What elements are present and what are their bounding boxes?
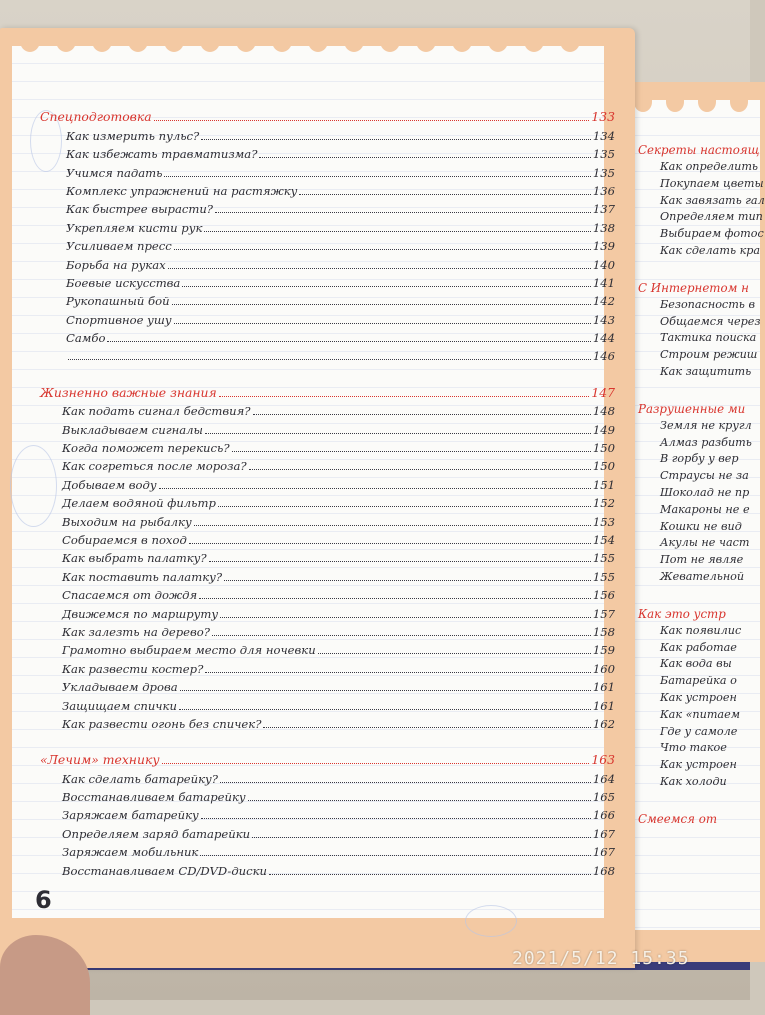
dot-leader (253, 414, 591, 415)
toc-entry[interactable] (40, 529, 615, 547)
entry-page: 140 (592, 257, 615, 272)
section-heading[interactable] (40, 106, 615, 124)
toc-entry[interactable] (40, 180, 615, 198)
torn-notch (164, 30, 184, 52)
dot-leader (189, 543, 591, 544)
toc-entry[interactable] (40, 767, 615, 785)
right-toc-entry[interactable]: Что такое (660, 741, 727, 755)
dot-leader (209, 561, 591, 562)
section-page: 133 (591, 109, 615, 125)
entry-page: 161 (592, 698, 615, 713)
torn-notch (730, 92, 748, 112)
dot-leader (199, 598, 591, 599)
dot-leader (252, 837, 591, 838)
torn-notch (380, 30, 400, 52)
entry-page: 139 (592, 239, 615, 254)
entry-page: 141 (592, 275, 615, 290)
toc-entry[interactable] (40, 272, 615, 290)
dot-leader (299, 194, 590, 195)
torn-notch (698, 92, 716, 112)
right-section-heading[interactable]: Секреты настоящ (638, 143, 760, 157)
dot-leader (201, 818, 591, 819)
entry-title: Как сделать батарейку? (62, 771, 218, 786)
dot-leader (269, 874, 591, 875)
toc-section (40, 106, 615, 363)
page-number: 6 (35, 886, 52, 914)
right-toc-entry[interactable]: Где у самоле (660, 724, 738, 738)
right-section-heading[interactable]: Как это устр (638, 606, 726, 621)
dot-leader (172, 304, 591, 305)
toc-entry[interactable] (40, 859, 615, 877)
section-heading[interactable] (40, 381, 615, 399)
toc-entry[interactable] (40, 473, 615, 491)
entry-page: 160 (592, 661, 615, 676)
right-toc-entry[interactable]: Батарейка о (660, 674, 737, 688)
entry-title: Определяем заряд батарейки (62, 826, 251, 841)
toc-entry[interactable] (40, 786, 615, 804)
entry-title: Заряжаем батарейку (62, 808, 199, 823)
toc-entry[interactable] (40, 345, 615, 363)
entry-page: 167 (592, 845, 615, 860)
entry-title: Укладываем дрова (62, 680, 178, 695)
toc-entry[interactable] (40, 841, 615, 859)
right-toc-entry[interactable]: Общаемся через (660, 314, 761, 328)
entry-title: Как быстрее вырасти? (66, 202, 214, 217)
right-toc-entry[interactable]: Безопасность в (660, 297, 755, 311)
entry-page: 153 (592, 514, 615, 529)
entry-page: 157 (592, 606, 615, 621)
right-torn-edge (630, 92, 760, 110)
entry-page: 138 (592, 220, 615, 235)
torn-notch (560, 30, 580, 52)
dot-leader (219, 396, 590, 397)
right-toc-entry[interactable]: Определяем тип (660, 210, 763, 224)
right-toc-entry[interactable]: Как появилис (660, 623, 742, 637)
right-toc-entry[interactable]: Тактика поиска (660, 331, 757, 345)
right-toc-entry[interactable]: Акулы не част (660, 536, 750, 550)
toc-entry[interactable] (40, 198, 615, 216)
toc-entry[interactable] (40, 804, 615, 822)
entry-page: 155 (592, 569, 615, 584)
entry-title: Как развести огонь без спичек? (62, 716, 262, 731)
torn-notch (634, 92, 652, 112)
right-page-contents (638, 143, 765, 829)
entry-title: Усиливаем пресс (66, 239, 172, 254)
entry-title: Спасаемся от дождя (62, 588, 198, 603)
right-toc-entry[interactable]: Пот не являе (660, 553, 744, 567)
entry-page: 144 (592, 331, 615, 346)
right-toc-entry[interactable]: Как работае (660, 640, 737, 654)
dot-leader (232, 451, 591, 452)
entry-title: Выкладываем сигналы (62, 422, 203, 437)
toc-entry[interactable] (40, 547, 615, 565)
toc-entry[interactable] (40, 822, 615, 840)
right-toc-entry[interactable]: Покупаем цветы (660, 176, 764, 190)
entry-title: Рукопашный бой (66, 294, 170, 309)
right-toc-entry[interactable]: Как холоди (660, 774, 727, 788)
dot-leader (194, 525, 591, 526)
section-page: 163 (591, 752, 615, 768)
entry-page: 161 (592, 680, 615, 695)
toc-entry[interactable] (40, 235, 615, 253)
entry-title: Выходим на рыбалку (62, 514, 192, 529)
entry-page: 156 (592, 588, 615, 603)
entry-title: Боевые искусства (66, 275, 181, 290)
dot-leader (212, 635, 591, 636)
dot-leader (248, 800, 591, 801)
right-section-heading[interactable]: С Интернетом н (638, 280, 749, 295)
toc-entry[interactable] (40, 124, 615, 142)
dot-leader (68, 359, 591, 360)
torn-notch (308, 30, 328, 52)
entry-title: Делаем водяной фильтр (62, 496, 216, 511)
entry-page: 142 (592, 294, 615, 309)
entry-title: Учимся падать (66, 165, 163, 180)
dot-leader (180, 690, 591, 691)
torn-notch (666, 92, 684, 112)
dot-leader (168, 268, 591, 269)
entry-title: Как избежать травматизма? (66, 147, 258, 162)
dot-leader (162, 763, 590, 764)
entry-title: Самбо (66, 331, 106, 346)
toc-entry[interactable] (40, 584, 615, 602)
dot-leader (263, 727, 590, 728)
torn-notch (344, 30, 364, 52)
right-toc-entry[interactable]: В горбу у вер (660, 452, 739, 466)
pizza-doodle (465, 905, 517, 937)
torn-notch (92, 30, 112, 52)
entry-title: Грамотно выбираем место для ночевки (62, 643, 316, 658)
right-toc-entry[interactable]: Кошки не вид (660, 519, 742, 533)
dot-leader (201, 139, 591, 140)
toc-entry[interactable] (40, 400, 615, 418)
dot-leader (204, 231, 590, 232)
entry-title: Как измерить пульс? (66, 128, 200, 143)
entry-page: 143 (592, 312, 615, 327)
entry-page: 168 (592, 863, 615, 878)
torn-notch (488, 30, 508, 52)
toc-entry[interactable] (40, 657, 615, 675)
entry-page: 167 (592, 826, 615, 841)
entry-page: 146 (592, 349, 615, 364)
left-torn-edge (12, 30, 604, 50)
torn-notch (200, 30, 220, 52)
right-toc-entry[interactable]: Выбираем фотос (660, 227, 764, 241)
toc-entry[interactable] (40, 602, 615, 620)
entry-page: 155 (592, 551, 615, 566)
toc-entry[interactable] (40, 143, 615, 161)
dot-leader (215, 212, 591, 213)
toc-entry[interactable] (40, 565, 615, 583)
toc-entry[interactable] (40, 290, 615, 308)
dot-leader (174, 323, 591, 324)
dot-leader (318, 653, 591, 654)
torn-notch (236, 30, 256, 52)
entry-page: 166 (592, 808, 615, 823)
right-toc-entry[interactable]: Как «питаем (660, 707, 740, 721)
section-gap (638, 261, 758, 281)
right-toc-entry[interactable]: Как сделать кра (660, 243, 761, 257)
entry-title: Как залезть на дерево? (62, 624, 210, 639)
torn-notch (128, 30, 148, 52)
toc-entry[interactable] (40, 510, 615, 528)
entry-page: 148 (592, 404, 615, 419)
entry-page: 135 (592, 147, 615, 162)
section-gap (638, 587, 758, 607)
right-toc-entry[interactable]: Алмаз разбить (660, 435, 752, 449)
entry-page: 134 (592, 128, 615, 143)
dot-leader (159, 488, 591, 489)
dot-leader (220, 782, 591, 783)
section-heading[interactable] (40, 749, 615, 767)
dot-leader (182, 286, 591, 287)
dot-leader (107, 341, 590, 342)
section-title: Спецподготовка (40, 109, 152, 125)
dot-leader (220, 617, 591, 618)
entry-title: Комплекс упражнений на растяжку (66, 183, 298, 198)
toc-entry[interactable] (40, 492, 615, 510)
entry-title: Заряжаем мобильник (62, 845, 199, 860)
toc-entry[interactable] (40, 308, 615, 326)
entry-title: Укрепляем кисти рук (66, 220, 203, 235)
torn-notch (452, 30, 472, 52)
section-title: «Лечим» технику (40, 752, 160, 768)
dot-leader (259, 157, 590, 158)
entry-title: Как выбрать палатку? (62, 551, 207, 566)
toc-entry[interactable] (40, 216, 615, 234)
right-section-heading[interactable]: Разрушенные ми (638, 401, 746, 416)
dot-leader (174, 249, 591, 250)
toc-entry[interactable] (40, 694, 615, 712)
entry-page: 135 (592, 165, 615, 180)
dot-leader (200, 855, 591, 856)
right-toc-entry[interactable]: Шоколад не пр (660, 485, 750, 499)
toc-entry[interactable] (40, 621, 615, 639)
entry-title: Спортивное ушу (66, 312, 172, 327)
entry-page: 152 (592, 496, 615, 511)
entry-title: Защищаем спички (62, 698, 177, 713)
dot-leader (179, 709, 591, 710)
right-toc-entry[interactable]: Как устроен (660, 758, 737, 772)
entry-page: 162 (592, 716, 615, 731)
right-toc-entry[interactable]: Земля не кругл (660, 418, 752, 432)
torn-notch (272, 30, 292, 52)
section-gap (638, 382, 758, 402)
dot-leader (205, 672, 591, 673)
entry-page: 151 (592, 477, 615, 492)
right-toc-entry[interactable]: Как устроен (660, 690, 737, 704)
right-toc-entry[interactable]: Жевательной (660, 569, 745, 583)
table-of-contents (40, 106, 615, 878)
entry-page: 150 (592, 459, 615, 474)
right-toc-entry[interactable]: Строим режиш (660, 348, 758, 362)
torn-notch (524, 30, 544, 52)
right-toc-entry[interactable]: Как вода вы (660, 657, 732, 671)
toc-section (40, 381, 615, 730)
entry-title: Когда поможет перекись? (62, 441, 230, 456)
photo-timestamp: 2021/5/12 15:35 (512, 948, 690, 969)
toc-entry[interactable] (40, 713, 615, 731)
entry-title: Как развести костер? (62, 661, 204, 676)
entry-title: Собираемся в поход (62, 532, 187, 547)
dot-leader (164, 176, 590, 177)
entry-title: Добываем воду (62, 477, 157, 492)
toc-entry[interactable] (40, 327, 615, 345)
right-toc-entry[interactable]: Макароны не е (660, 502, 750, 516)
dot-leader (154, 120, 590, 121)
torn-notch (416, 30, 436, 52)
entry-page: 159 (592, 643, 615, 658)
torn-notch (56, 30, 76, 52)
toc-entry[interactable] (40, 253, 615, 271)
right-toc-entry[interactable]: Как определить (660, 160, 759, 173)
right-toc-entry[interactable]: Страусы не за (660, 469, 749, 483)
entry-page: 154 (592, 532, 615, 547)
dot-leader (218, 506, 591, 507)
toc-entry[interactable] (40, 455, 615, 473)
right-section-heading[interactable]: Смеемся от (638, 811, 718, 826)
entry-page: 150 (592, 441, 615, 456)
entry-page: 164 (592, 771, 615, 786)
section-gap (638, 792, 758, 812)
entry-title: Как поставить палатку? (62, 569, 223, 584)
dot-leader (224, 580, 591, 581)
entry-title: Восстанавливаем батарейку (62, 790, 246, 805)
toc-entry[interactable] (40, 418, 615, 436)
right-toc-entry[interactable]: Как защитить (660, 364, 752, 378)
toc-entry[interactable] (40, 676, 615, 694)
entry-page: 158 (592, 624, 615, 639)
entry-title: Движемся по маршруту (62, 606, 219, 621)
entry-page: 149 (592, 422, 615, 437)
entry-title: Борьба на руках (66, 257, 166, 272)
dot-leader (249, 469, 591, 470)
toc-entry[interactable] (40, 639, 615, 657)
entry-title: Восстанавливаем CD/DVD-диски (62, 863, 268, 878)
section-title: Жизненно важные знания (40, 384, 217, 400)
entry-page: 137 (592, 202, 615, 217)
entry-title: Как согреться после мороза? (62, 459, 247, 474)
torn-notch (20, 30, 40, 52)
entry-title: Как подать сигнал бедствия? (62, 404, 251, 419)
toc-entry[interactable] (40, 161, 615, 179)
entry-page: 136 (592, 183, 615, 198)
entry-page: 165 (592, 790, 615, 805)
toc-section (40, 749, 615, 878)
right-toc-entry[interactable]: Как завязать гал (660, 193, 765, 207)
dot-leader (205, 433, 591, 434)
section-page: 147 (591, 384, 615, 400)
toc-entry[interactable] (40, 437, 615, 455)
